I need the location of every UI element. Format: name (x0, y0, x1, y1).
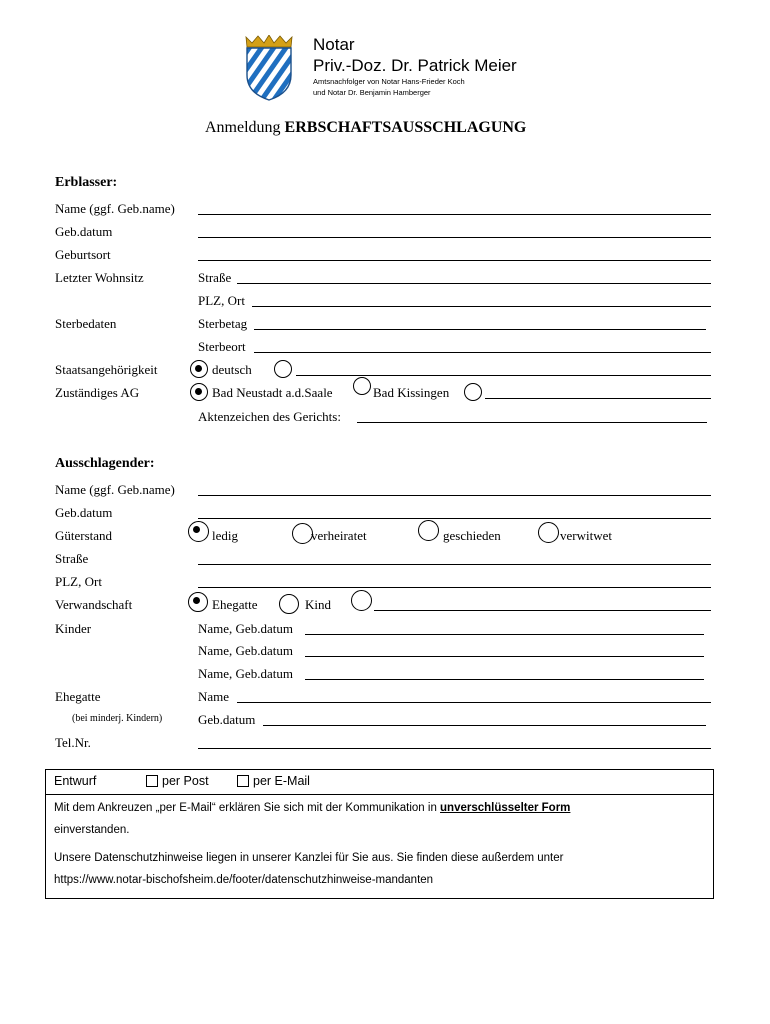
verwandt-kind-radio[interactable] (279, 594, 299, 614)
staat-other-radio[interactable] (274, 360, 292, 378)
aktenzeichen-field[interactable] (357, 422, 707, 423)
sterbeort-label: Sterbeort (198, 339, 246, 354)
eheg-name-label: Name (198, 689, 230, 704)
notary-title: Notar (313, 35, 355, 54)
ausschlagender-heading: Ausschlagender: (55, 456, 155, 471)
wohnsitz-strasse-label: Straße (198, 270, 232, 285)
entwurf-label: Entwurf (54, 774, 97, 788)
ag-other-radio[interactable] (464, 383, 482, 401)
staat-deutsch-radio[interactable] (190, 360, 208, 378)
footer-box (45, 769, 714, 899)
staat-other-field[interactable] (296, 375, 711, 376)
telnr-field[interactable] (198, 748, 711, 749)
footer-divider (46, 794, 713, 795)
erblasser-name-field[interactable] (198, 214, 711, 215)
erblasser-geburtsort-field[interactable] (198, 260, 711, 261)
kind1-field[interactable] (305, 634, 704, 635)
sterbetag-field[interactable] (254, 329, 706, 330)
verwandt-other-field[interactable] (374, 610, 711, 611)
kind2-field[interactable] (305, 656, 704, 657)
per-post-checkbox[interactable] (146, 775, 158, 787)
staatsangehoerigkeit-label: Staatsangehörigkeit (55, 362, 158, 377)
kind3-label: Name, Geb.datum (198, 666, 293, 681)
ausschl-gebdatum-field[interactable] (198, 518, 711, 519)
erblasser-gebdatum-field[interactable] (198, 237, 711, 238)
kind1-label: Name, Geb.datum (198, 621, 293, 636)
notary-name: Priv.-Doz. Dr. Patrick Meier (313, 56, 517, 75)
ausschl-name-field[interactable] (198, 495, 711, 496)
page-title (205, 119, 526, 137)
verwandschaft-label: Verwandschaft (55, 597, 133, 612)
gueterstand-label: Güterstand (55, 528, 113, 543)
ag-kissingen-radio[interactable] (353, 377, 371, 395)
ehegatte-note: (bei minderj. Kindern) (72, 713, 163, 724)
notary-partner-line: und Notar Dr. Benjamin Hamberger (313, 88, 431, 97)
verwandt-ehegatte-label: Ehegatte (212, 597, 258, 612)
ausschl-name-label: Name (ggf. Geb.name) (55, 482, 175, 497)
privacy-link[interactable]: https://www.notar-bischofsheim.de/footer/datenschutzhinweise-mandanten (54, 874, 434, 886)
email-consent-emphasis: unverschlüsselter Form (440, 802, 571, 814)
email-consent-post: einverstanden. (54, 824, 130, 836)
gueterstand-verwitwet-radio[interactable] (538, 522, 559, 543)
gueterstand-ledig-label: ledig (212, 528, 238, 543)
verwandt-other-radio[interactable] (351, 590, 372, 611)
wohnsitz-plz-label: PLZ, Ort (198, 293, 245, 308)
ag-other-field[interactable] (485, 398, 711, 399)
zustaendiges-ag-label: Zuständiges AG (55, 385, 140, 400)
ag-neustadt-radio[interactable] (190, 383, 208, 401)
gueterstand-verheiratet-radio[interactable] (292, 523, 313, 544)
title-prefix: Anmeldung (205, 119, 281, 136)
ag-neustadt-label: Bad Neustadt a.d.Saale (212, 385, 333, 400)
per-email-label: per E-Mail (253, 774, 310, 788)
ausschl-gebdatum-label: Geb.datum (55, 505, 113, 520)
per-post-label: per Post (162, 774, 209, 788)
bavarian-coat-of-arms-logo (243, 35, 295, 101)
erblasser-gebdatum-label: Geb.datum (55, 224, 113, 239)
ausschl-plz-field[interactable] (198, 587, 711, 588)
wohnsitz-plz-field[interactable] (252, 306, 711, 307)
sterbetag-label: Sterbetag (198, 316, 248, 331)
gueterstand-verheiratet-label: verheiratet (311, 528, 367, 543)
ausschl-plz-label: PLZ, Ort (55, 574, 102, 589)
verwandt-ehegatte-radio[interactable] (188, 592, 208, 612)
title-main: ERBSCHAFTSAUSSCHLAGUNG (284, 119, 527, 136)
per-email-checkbox[interactable] (237, 775, 249, 787)
notary-successor-line: Amtsnachfolger von Notar Hans-Frieder Koch (313, 77, 465, 86)
ausschl-strasse-label: Straße (55, 551, 89, 566)
gueterstand-ledig-radio[interactable] (188, 521, 209, 542)
erblasser-geburtsort-label: Geburtsort (55, 247, 111, 262)
ausschl-strasse-field[interactable] (198, 564, 711, 565)
ag-kissingen-label: Bad Kissingen (373, 385, 450, 400)
kind2-label: Name, Geb.datum (198, 643, 293, 658)
verwandt-kind-label: Kind (305, 597, 331, 612)
sterbeort-field[interactable] (254, 352, 711, 353)
kind3-field[interactable] (305, 679, 704, 680)
wohnsitz-strasse-field[interactable] (237, 283, 711, 284)
staat-deutsch-label: deutsch (212, 362, 252, 377)
eheg-geb-field[interactable] (263, 725, 706, 726)
wohnsitz-label: Letzter Wohnsitz (55, 270, 144, 285)
gueterstand-verwitwet-label: verwitwet (560, 528, 612, 543)
gueterstand-geschieden-label: geschieden (443, 528, 501, 543)
telnr-label: Tel.Nr. (55, 735, 91, 750)
privacy-note: Unsere Datenschutzhinweise liegen in unserer Kanzlei für Sie aus. Sie finden diese außerdem unter (54, 852, 564, 864)
aktenzeichen-label: Aktenzeichen des Gerichts: (198, 409, 341, 424)
erblasser-name-label: Name (ggf. Geb.name) (55, 201, 175, 216)
email-consent-pre: Mit dem Ankreuzen „per E-Mail“ erklären Sie sich mit der Kommunikation in (54, 802, 441, 814)
gueterstand-geschieden-radio[interactable] (418, 520, 439, 541)
eheg-name-field[interactable] (237, 702, 711, 703)
email-consent-note (54, 802, 570, 814)
ehegatte-label: Ehegatte (55, 689, 101, 704)
sterbedaten-label: Sterbedaten (55, 316, 117, 331)
eheg-geb-label: Geb.datum (198, 712, 256, 727)
kinder-label: Kinder (55, 621, 92, 636)
erblasser-heading: Erblasser: (55, 175, 118, 190)
